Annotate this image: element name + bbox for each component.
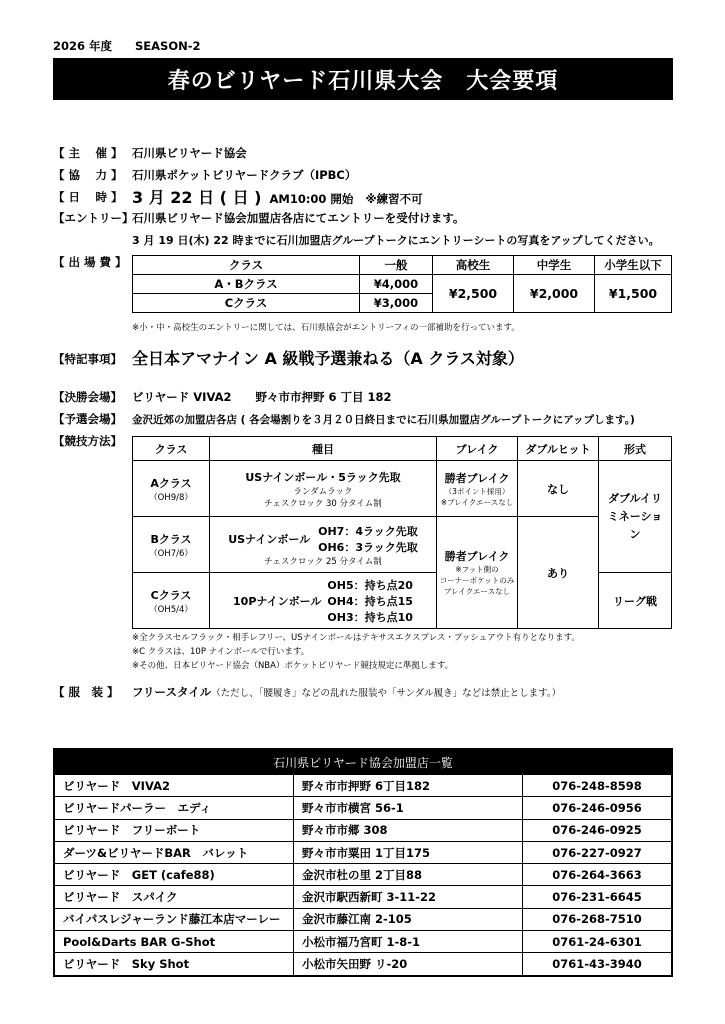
store-phone: 076-227-0927 — [523, 841, 673, 863]
bc-double-hit: あり — [518, 517, 599, 629]
store-phone: 076-264-3663 — [523, 864, 673, 886]
final-venue-address: 野々市市押野 6 丁目 182 — [255, 390, 392, 404]
bc-break-note: コーナーポケットのみ — [439, 576, 515, 585]
class-a-break-sub: （3ポイント採用） — [444, 486, 510, 496]
store-table — [53, 748, 673, 977]
class-c — [133, 573, 210, 629]
method-label: 【競技方法】 — [53, 434, 122, 448]
class-c-game — [210, 573, 437, 629]
store-phone: 0761-24-6301 — [523, 931, 673, 953]
store-phone: 076-268-7510 — [523, 908, 673, 930]
organizer: 石川県ビリヤード協会 — [132, 146, 247, 160]
store-name: ビリヤードパーラー エディ — [54, 797, 294, 819]
c-format: リーグ戦 — [599, 573, 672, 629]
store-row — [54, 908, 672, 930]
dress-main: フリースタイル — [132, 685, 212, 699]
special-text: 全日本アマナイン A 級戦予選兼ねる（A クラス対象） — [132, 349, 524, 368]
entry-line1: 石川県ビリヤード協会加盟店各店にてエントリーを受付けます。 — [132, 211, 465, 225]
store-phone: 076-248-8598 — [523, 775, 673, 797]
store-row — [54, 819, 672, 841]
store-name: ビリヤード Sky Shot — [54, 953, 294, 976]
class-c-name: Cクラス — [150, 588, 192, 602]
store-address: 金沢市駅西新町 3-11-22 — [294, 886, 523, 908]
bc-break-rule: 勝者ブレイク — [444, 550, 510, 563]
fee-general: ¥4,000 — [360, 275, 433, 294]
class-a-name: Aクラス — [150, 476, 192, 490]
comp-header: ブレイク — [437, 437, 518, 461]
page-title: 春のビリヤード石川県大会 大会要項 — [53, 58, 673, 100]
class-a-break-note: ※ブレイクエースなし — [440, 497, 514, 507]
final-venue-name: ビリヤード VIVA2 — [132, 390, 232, 404]
fee-high: ¥2,500 — [433, 275, 514, 313]
fee-class: A・Bクラス — [133, 275, 360, 294]
store-name: ビリヤード GET (cafe88) — [54, 864, 294, 886]
class-b-clock: チェスクロック 25 分タイム制 — [264, 556, 382, 567]
class-c-oh3: OH3：持ち点10 — [327, 610, 413, 624]
store-name: ビリヤード VIVA2 — [54, 775, 294, 797]
bc-break-note: ※フット側の — [455, 565, 499, 574]
comp-header: クラス — [133, 437, 210, 461]
class-a-rack: ランダムラック — [293, 486, 353, 497]
class-b-oh1: OH7：4ラック先取 — [318, 524, 418, 538]
support: 石川県ポケットビリヤードクラブ（IPBC） — [132, 168, 357, 182]
dress-code — [132, 684, 561, 700]
bc-break — [437, 517, 518, 629]
class-b — [133, 517, 210, 573]
fee-general: ¥3,000 — [360, 294, 433, 313]
store-address: 小松市福乃宮町 1-8-1 — [294, 931, 523, 953]
date-line — [132, 185, 423, 208]
comp-header: 種目 — [210, 437, 437, 461]
store-row — [54, 864, 672, 886]
store-address: 小松市矢田野 リ-20 — [294, 953, 523, 976]
class-a — [133, 461, 210, 517]
store-row — [54, 841, 672, 863]
fee-middle: ¥2,000 — [514, 275, 595, 313]
date-label: 【 日 時 】 — [53, 190, 123, 204]
fee-table — [132, 255, 672, 313]
comp-note: ※C クラスは、10P ナインボールで行います。 — [132, 647, 310, 657]
fee-header: 小学生以下 — [595, 256, 672, 275]
class-a-handicap: （OH9/8） — [149, 492, 193, 503]
class-a-break — [437, 461, 518, 517]
class-a-game — [210, 461, 437, 517]
fee-header: クラス — [133, 256, 360, 275]
class-c-oh2: OH4：持ち点15 — [327, 594, 413, 608]
dress-label: 【 服 装 】 — [53, 685, 119, 699]
class-b-name: Bクラス — [150, 532, 192, 546]
store-address: 野々市市横宮 56-1 — [294, 797, 523, 819]
store-row — [54, 797, 672, 819]
prelim-venue: 金沢近郊の加盟店各店 ( 各会場割りを３月２０日終日までに石川県加盟店グループトークにアップします。) — [132, 414, 635, 426]
ab-format: ダブルイリミネーション — [599, 461, 672, 573]
class-a-break-rule: 勝者ブレイク — [444, 471, 510, 485]
class-b-oh2: OH6：3ラック先取 — [318, 540, 418, 554]
organizer-label: 【 主 催 】 — [53, 146, 123, 160]
fee-label: 【 出 場 費 】 — [53, 255, 127, 269]
store-name: Pool&Darts BAR G-Shot — [54, 931, 294, 953]
store-row — [54, 953, 672, 976]
entry-label: 【エントリー】 — [53, 211, 134, 225]
support-label: 【 協 力 】 — [53, 168, 123, 182]
class-c-game-name: 10Pナインボール — [233, 594, 322, 608]
store-address: 野々市市押野 6丁目182 — [294, 775, 523, 797]
store-name: ビリヤード フリーボート — [54, 819, 294, 841]
final-venue — [132, 389, 392, 405]
dress-note: （ただし、「腰履き」などの乱れた服装や「サンダル履き」などは禁止とします。） — [211, 688, 562, 699]
store-address: 金沢市杜の里 2丁目88 — [294, 864, 523, 886]
date-note: ※練習不可 — [365, 192, 423, 206]
store-row — [54, 931, 672, 953]
fee-header: 一般 — [360, 256, 433, 275]
class-a-clock: チェスクロック 30 分タイム制 — [264, 498, 382, 509]
class-c-oh1: OH5：持ち点20 — [327, 578, 413, 592]
fee-elementary: ¥1,500 — [595, 275, 672, 313]
final-venue-label: 【決勝会場】 — [53, 390, 122, 404]
class-b-game-name: USナインボール — [228, 532, 311, 546]
store-address: 金沢市藤江南 2-105 — [294, 908, 523, 930]
fee-class: Cクラス — [133, 294, 360, 313]
class-a-double-hit: なし — [518, 461, 599, 517]
store-address: 野々市市郷 308 — [294, 819, 523, 841]
date-main: 3 月 22 日 ( 日 ) — [132, 188, 262, 207]
store-row — [54, 775, 672, 797]
comp-note: ※全クラスセルフラック・相手レフリー、USナインボールはテキサスエクスプレス・プッシュアウト有りとなります。 — [132, 633, 580, 643]
season-label: 2026 年度 SEASON-2 — [53, 39, 201, 53]
fee-note: ※小・中・高校生のエントリーに関しては、石川県協会がエントリーフィの一部補助を行っています。 — [132, 323, 520, 333]
store-table-title: 石川県ビリヤード協会加盟店一覧 — [54, 749, 672, 775]
class-a-game-name: USナインボール・5ラック先取 — [245, 470, 401, 484]
competition-table — [132, 436, 672, 629]
date-time: AM10:00 開始 — [269, 192, 354, 206]
comp-header: 形式 — [599, 437, 672, 461]
store-phone: 076-231-6645 — [523, 886, 673, 908]
prelim-venue-label: 【予選会場】 — [53, 412, 122, 426]
store-phone: 0761-43-3940 — [523, 953, 673, 976]
store-phone: 076-246-0956 — [523, 797, 673, 819]
fee-header: 高校生 — [433, 256, 514, 275]
bc-break-note: ブレイクエースなし — [443, 587, 511, 596]
class-b-handicap: （OH7/6） — [149, 548, 193, 559]
fee-header: 中学生 — [514, 256, 595, 275]
class-c-handicap: （OH5/4） — [149, 604, 193, 615]
store-row — [54, 886, 672, 908]
comp-header: ダブルヒット — [518, 437, 599, 461]
special-label: 【特記事項】 — [53, 352, 122, 366]
comp-note: ※その他、日本ビリヤード協会（NBA）ポケットビリヤード競技規定に準拠します。 — [132, 661, 454, 671]
store-name: ビリヤード スパイク — [54, 886, 294, 908]
store-phone: 076-246-0925 — [523, 819, 673, 841]
store-name: ダーツ&ビリヤードBAR バレット — [54, 841, 294, 863]
store-name: バイパスレジャーランド藤江本店マーレー — [54, 908, 294, 930]
class-b-game — [210, 517, 437, 573]
entry-line2: 3 月 19 日(木) 22 時までに石川加盟店グループトークにエントリーシートの写真をアップしてください。 — [132, 234, 660, 247]
store-address: 野々市市粟田 1丁目175 — [294, 841, 523, 863]
